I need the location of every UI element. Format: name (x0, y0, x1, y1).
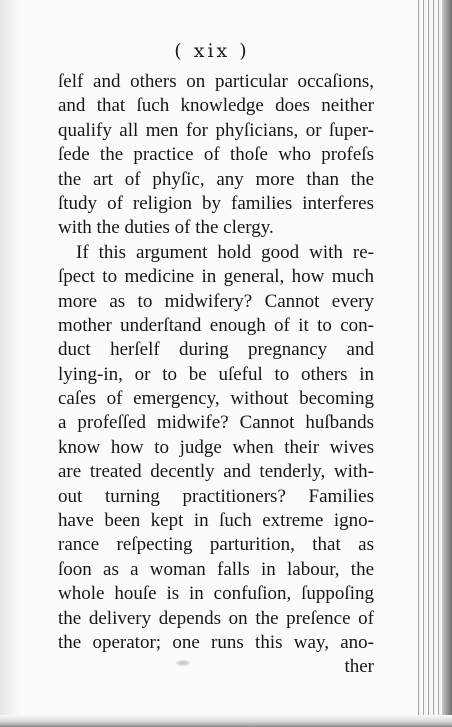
text-line: qualify all men for phyſicians, or ſuper- (58, 119, 374, 141)
text-line: whole houſe is in confuſion, ſuppoſing (58, 583, 374, 605)
text-line: the delivery depends on the preſence of (58, 607, 374, 629)
text-line: have been kept in ſuch extreme igno- (58, 510, 374, 532)
page-edge-shadow (442, 0, 452, 727)
text-line: ſede the practice of thoſe who profeſs (58, 144, 374, 166)
text-line: ſtudy of religion by families interferes (58, 192, 374, 214)
text-line: lying-in, or to be uſeful to others in (58, 363, 374, 385)
text-line: mother underſtand enough of it to con- (58, 314, 374, 336)
text-line: caſes of emergency, without becoming (58, 388, 374, 410)
body-text (58, 70, 374, 680)
text-line: a profeſſed midwife? Cannot huſbands (58, 412, 374, 434)
text-line: more as to midwifery? Cannot every (58, 290, 374, 312)
text-line: are treated decently and tenderly, with- (58, 461, 374, 483)
text-line: and that ſuch knowledge does neither (58, 95, 374, 117)
page-bottom-shadow (0, 715, 452, 727)
text-line: the art of phyſic, any more than the (58, 168, 374, 190)
catchword: ther (344, 656, 374, 678)
text-line: out turning practitioners? Families (58, 485, 374, 507)
page-gutter-shadow (0, 0, 22, 727)
text-line: ſpect to medicine in general, how much (58, 266, 374, 288)
text-line: ſelf and others on particular occaſions, (58, 71, 374, 92)
text-line: with the duties of the clergy. (58, 217, 274, 239)
paragraph-start-line: If this argument hold good with re- (76, 241, 374, 263)
text-line: ſoon as a woman falls in labour, the (58, 558, 374, 580)
text-line: know how to judge when their wives (58, 436, 374, 458)
text-line: the operator; one runs this way, ano- (58, 631, 374, 653)
page-number-header: ( xix ) (174, 40, 250, 62)
text-line: rance reſpecting parturition, that as (58, 534, 374, 556)
text-line: duct herſelf during pregnancy and (58, 339, 374, 361)
